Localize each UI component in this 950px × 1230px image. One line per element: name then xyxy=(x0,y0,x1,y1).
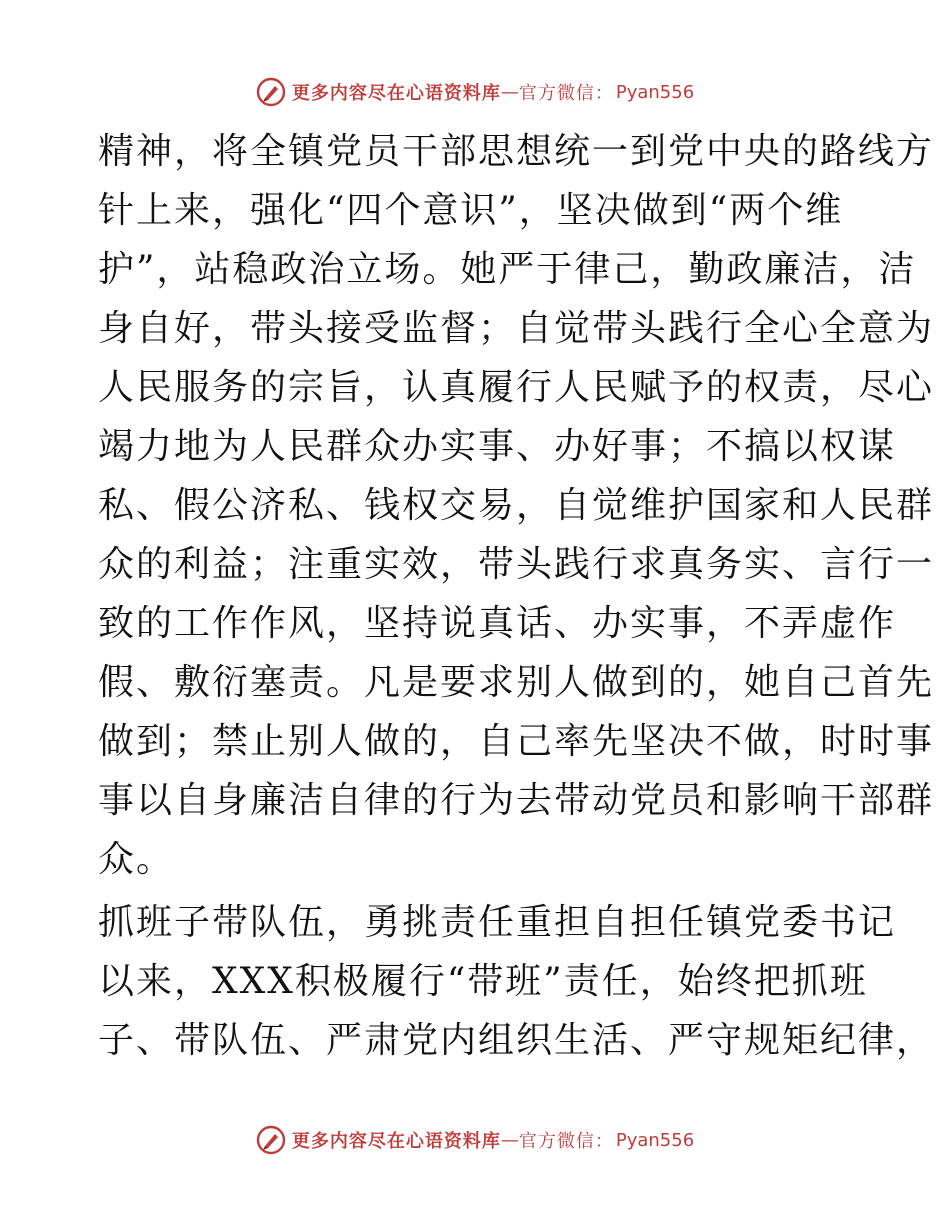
text-line: 抓班子带队伍，勇挑责任重担自担任镇党委书记 xyxy=(98,902,897,943)
pen-logo-icon xyxy=(256,77,286,107)
text-line: 假、敷衍塞责。凡是要求别人做到的，她自己首先 xyxy=(98,662,935,703)
text-line: 子、带队伍、严肃党内组织生活、严守规矩纪律， xyxy=(98,1020,935,1061)
text-line: 竭力地为人民群众办实事、办好事；不搞以权谋 xyxy=(98,426,897,467)
text-line: 护”，站稳政治立场。她严于律己，勤政廉洁，洁 xyxy=(98,249,917,290)
watermark-main-text: 更多内容尽在心语资料库 xyxy=(291,83,501,104)
paragraph-1 xyxy=(98,122,935,889)
text-line: 事以自身廉洁自律的行为去带动党员和影响干部群 xyxy=(98,780,935,821)
paragraph-2 xyxy=(98,893,935,1070)
footer-watermark xyxy=(0,1120,950,1160)
text-line: 私、假公济私、钱权交易，自觉维护国家和人民群 xyxy=(98,485,935,526)
text-line: 精神，将全镇党员干部思想统一到党中央的路线方 xyxy=(98,131,935,172)
text-line: 众。 xyxy=(98,839,175,880)
text-line: 做到；禁止别人做的，自己率先坚决不做，时时事 xyxy=(98,721,935,762)
document-body xyxy=(98,122,935,1070)
watermark-dash: — xyxy=(500,81,519,103)
text-line: 身自好，带头接受监督；自觉带头践行全心全意为 xyxy=(98,308,935,349)
watermark-official-label: 官方微信： xyxy=(518,1131,614,1152)
watermark-dash: — xyxy=(500,1129,519,1151)
watermark-official-label: 官方微信： xyxy=(518,83,614,104)
text-line: 人民服务的宗旨，认真履行人民赋予的权责，尽心 xyxy=(98,367,935,408)
watermark-wechat-id: Pyan556 xyxy=(615,1129,695,1151)
text-line: 众的利益；注重实效，带头践行求真务实、言行一 xyxy=(98,544,935,585)
watermark-main-text: 更多内容尽在心语资料库 xyxy=(291,1131,501,1152)
watermark-wechat-id: Pyan556 xyxy=(615,81,695,103)
pen-logo-icon xyxy=(256,1125,286,1155)
text-line: 以来，XXX积极履行“带班”责任，始终把抓班 xyxy=(98,961,868,1002)
header-watermark xyxy=(0,72,950,112)
text-line: 致的工作作风，坚持说真话、办实事，不弄虚作 xyxy=(98,603,897,644)
text-line: 针上来，强化“四个意识”，坚决做到“两个维 xyxy=(98,190,844,231)
